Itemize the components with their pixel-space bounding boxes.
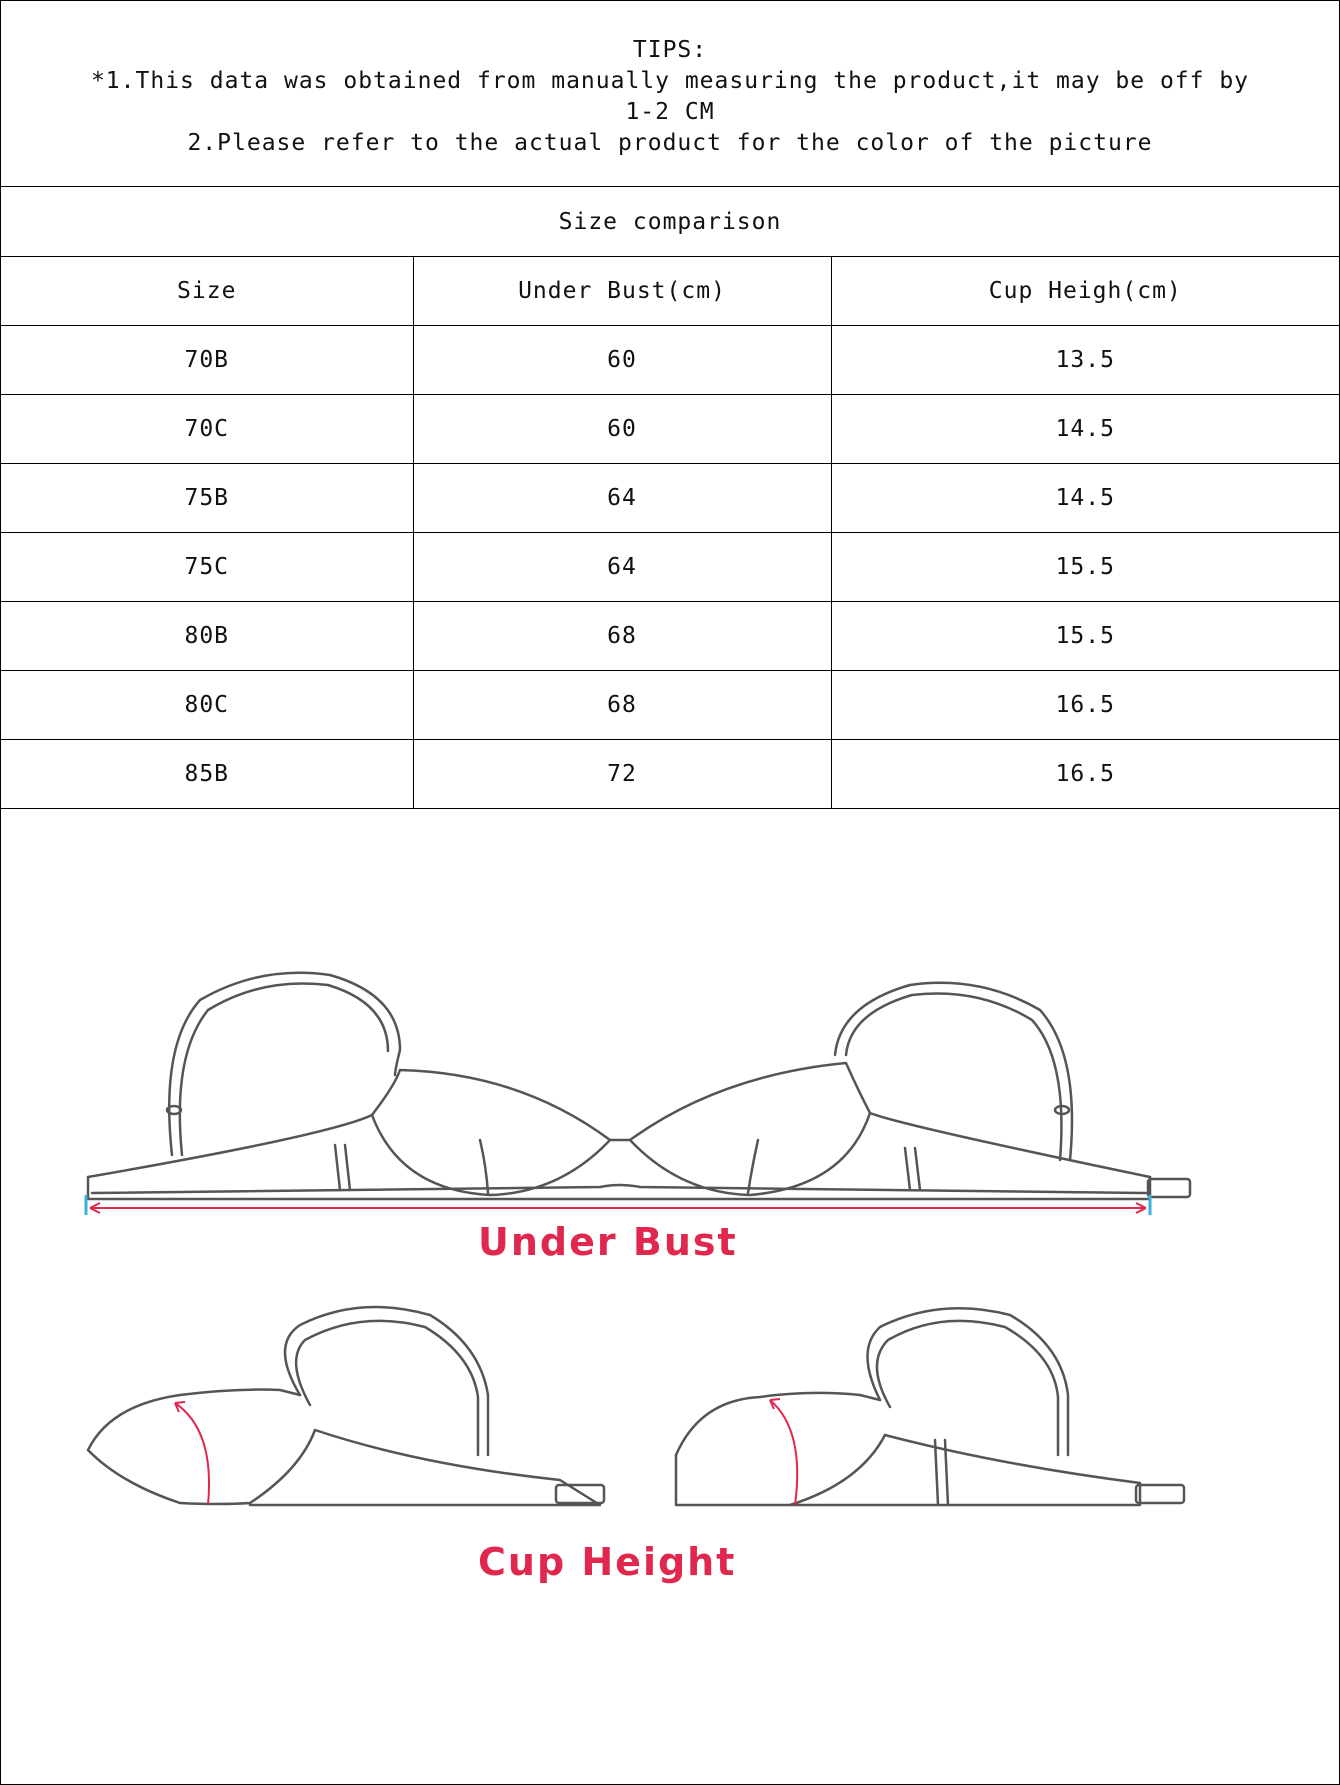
under-bust-label: Under Bust bbox=[478, 1220, 738, 1264]
table-row bbox=[1, 533, 1339, 602]
cup-height-label: Cup Height bbox=[478, 1540, 737, 1584]
cell-size: 80B bbox=[1, 602, 413, 671]
table-row bbox=[1, 464, 1339, 533]
front-view-bra bbox=[88, 973, 1190, 1199]
cup-height-measure-left bbox=[175, 1403, 209, 1505]
size-table bbox=[1, 188, 1339, 809]
header-under-bust: Under Bust(cm) bbox=[413, 257, 831, 326]
cup-height-measure-right bbox=[770, 1400, 797, 1505]
cell-size: 75B bbox=[1, 464, 413, 533]
cell-under-bust: 68 bbox=[413, 602, 831, 671]
cell-cup-height: 16.5 bbox=[831, 740, 1339, 809]
tips-heading: TIPS: bbox=[632, 37, 708, 63]
cell-cup-height: 14.5 bbox=[831, 464, 1339, 533]
header-cup-height: Cup Heigh(cm) bbox=[831, 257, 1339, 326]
cell-under-bust: 64 bbox=[413, 533, 831, 602]
table-caption: Size comparison bbox=[1, 188, 1339, 257]
tips-line-1: *1.This data was obtained from manually measuring the product,it may be off by bbox=[90, 68, 1250, 94]
cell-cup-height: 16.5 bbox=[831, 671, 1339, 740]
side-view-bra-right bbox=[676, 1308, 1184, 1505]
table-row bbox=[1, 671, 1339, 740]
cell-under-bust: 68 bbox=[413, 671, 831, 740]
cell-size: 85B bbox=[1, 740, 413, 809]
table-row bbox=[1, 602, 1339, 671]
cell-cup-height: 15.5 bbox=[831, 533, 1339, 602]
tips-line-2: 2.Please refer to the actual product for the color of the picture bbox=[187, 130, 1153, 156]
cell-size: 80C bbox=[1, 671, 413, 740]
cell-size: 70B bbox=[1, 326, 413, 395]
table-row bbox=[1, 740, 1339, 809]
table-header-row bbox=[1, 257, 1339, 326]
table-row bbox=[1, 395, 1339, 464]
cell-under-bust: 60 bbox=[413, 326, 831, 395]
cell-cup-height: 13.5 bbox=[831, 326, 1339, 395]
tips-section bbox=[1, 1, 1339, 187]
measurement-diagram bbox=[0, 815, 1340, 1715]
cell-cup-height: 15.5 bbox=[831, 602, 1339, 671]
tips-line-1-cont: 1-2 CM bbox=[625, 99, 715, 125]
side-view-bra-left bbox=[88, 1307, 604, 1505]
table-caption-row bbox=[1, 188, 1339, 257]
cell-size: 70C bbox=[1, 395, 413, 464]
cell-cup-height: 14.5 bbox=[831, 395, 1339, 464]
cell-under-bust: 64 bbox=[413, 464, 831, 533]
cell-under-bust: 60 bbox=[413, 395, 831, 464]
header-size: Size bbox=[1, 257, 413, 326]
cell-size: 75C bbox=[1, 533, 413, 602]
cell-under-bust: 72 bbox=[413, 740, 831, 809]
table-row bbox=[1, 326, 1339, 395]
